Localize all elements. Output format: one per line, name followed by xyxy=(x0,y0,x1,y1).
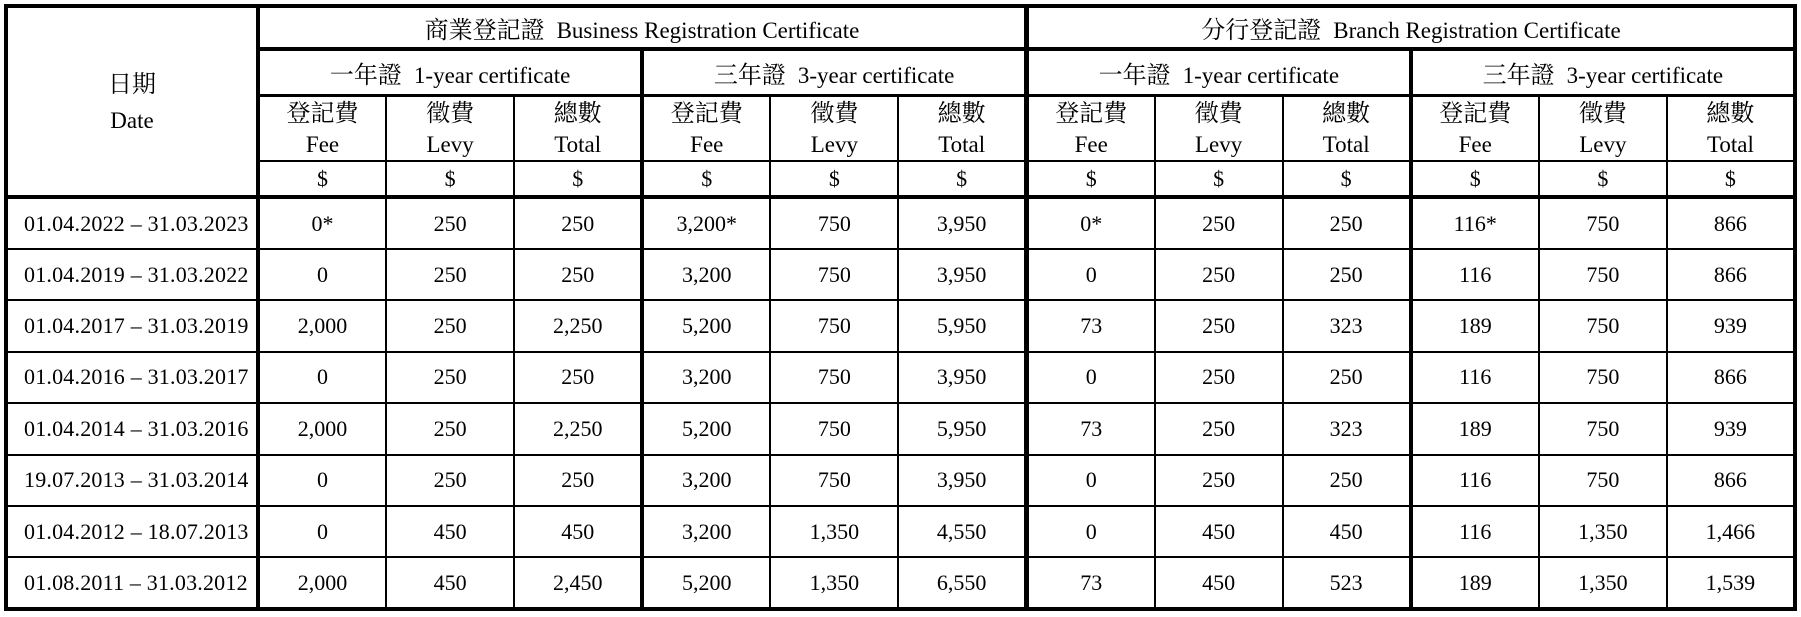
value-cell: 450 xyxy=(514,506,642,557)
currency-cell: $ xyxy=(1026,161,1154,197)
value-cell: 750 xyxy=(770,249,898,300)
section-header-branch xyxy=(1026,6,1795,49)
value-cell: 866 xyxy=(1667,197,1795,248)
table-row xyxy=(6,557,1795,609)
value-cell: 3,200 xyxy=(642,249,770,300)
value-cell: 3,950 xyxy=(898,249,1026,300)
col-header-total: 總數 Total xyxy=(898,96,1026,162)
value-cell: 250 xyxy=(1283,352,1411,403)
value-cell: 6,550 xyxy=(898,557,1026,609)
value-cell: 0 xyxy=(1026,249,1154,300)
value-cell: 750 xyxy=(770,352,898,403)
value-cell: 189 xyxy=(1411,300,1539,351)
value-cell: 73 xyxy=(1026,300,1154,351)
date-range-cell: 01.04.2019 – 31.03.2022 xyxy=(6,249,258,300)
value-cell: 73 xyxy=(1026,403,1154,454)
value-cell: 450 xyxy=(1155,506,1283,557)
value-cell: 1,466 xyxy=(1667,506,1795,557)
value-cell: 0 xyxy=(258,455,386,506)
section-branch-en: Branch Registration Certificate xyxy=(1333,18,1621,44)
value-cell: 1,350 xyxy=(1539,557,1667,609)
currency-cell: $ xyxy=(258,161,386,197)
value-cell: 2,450 xyxy=(514,557,642,609)
currency-cell: $ xyxy=(770,161,898,197)
date-column-header xyxy=(6,6,258,197)
header-section-row xyxy=(6,6,1795,49)
value-cell: 3,950 xyxy=(898,352,1026,403)
currency-cell: $ xyxy=(1283,161,1411,197)
value-cell: 450 xyxy=(386,506,514,557)
value-cell: 250 xyxy=(386,197,514,248)
year-group-business-1yr: 一年證 1-year certificate xyxy=(258,49,642,95)
col-header-levy: 徵費 Levy xyxy=(770,96,898,162)
currency-cell: $ xyxy=(642,161,770,197)
value-cell: 0 xyxy=(1026,455,1154,506)
value-cell: 250 xyxy=(1155,197,1283,248)
value-cell: 250 xyxy=(514,197,642,248)
value-cell: 0 xyxy=(1026,506,1154,557)
value-cell: 250 xyxy=(1155,455,1283,506)
col-header-levy: 徵費 Levy xyxy=(1155,96,1283,162)
value-cell: 250 xyxy=(1155,300,1283,351)
value-cell: 5,950 xyxy=(898,403,1026,454)
value-cell: 323 xyxy=(1283,300,1411,351)
value-cell: 116 xyxy=(1411,455,1539,506)
value-cell: 750 xyxy=(770,455,898,506)
value-cell: 750 xyxy=(770,197,898,248)
value-cell: 3,200 xyxy=(642,455,770,506)
value-cell: 189 xyxy=(1411,557,1539,609)
value-cell: 5,200 xyxy=(642,403,770,454)
date-range-cell: 01.04.2022 – 31.03.2023 xyxy=(6,197,258,248)
value-cell: 250 xyxy=(1155,403,1283,454)
value-cell: 750 xyxy=(1539,197,1667,248)
currency-cell: $ xyxy=(1667,161,1795,197)
table-row xyxy=(6,197,1795,248)
table-row xyxy=(6,403,1795,454)
currency-cell: $ xyxy=(514,161,642,197)
value-cell: 323 xyxy=(1283,403,1411,454)
value-cell: 450 xyxy=(1283,506,1411,557)
value-cell: 1,350 xyxy=(770,506,898,557)
value-cell: 4,550 xyxy=(898,506,1026,557)
value-cell: 250 xyxy=(386,403,514,454)
value-cell: 2,000 xyxy=(258,557,386,609)
value-cell: 250 xyxy=(386,300,514,351)
section-branch-zh: 分行登記證 xyxy=(1201,18,1322,45)
date-header-zh: 日期 xyxy=(108,71,156,98)
value-cell: 3,200 xyxy=(642,506,770,557)
section-business-zh: 商業登記證 xyxy=(424,18,545,45)
header-currency-row xyxy=(6,161,1795,197)
value-cell: 450 xyxy=(386,557,514,609)
date-range-cell: 01.04.2012 – 18.07.2013 xyxy=(6,506,258,557)
currency-cell: $ xyxy=(1155,161,1283,197)
value-cell: 3,200* xyxy=(642,197,770,248)
value-cell: 750 xyxy=(1539,352,1667,403)
table-row xyxy=(6,300,1795,351)
value-cell: 5,200 xyxy=(642,300,770,351)
fees-table xyxy=(4,4,1797,611)
year-group-branch-3yr: 三年證 3-year certificate xyxy=(1411,49,1795,95)
value-cell: 0 xyxy=(258,249,386,300)
value-cell: 189 xyxy=(1411,403,1539,454)
value-cell: 116 xyxy=(1411,352,1539,403)
value-cell: 2,250 xyxy=(514,300,642,351)
table-row xyxy=(6,455,1795,506)
value-cell: 250 xyxy=(1283,197,1411,248)
value-cell: 866 xyxy=(1667,249,1795,300)
value-cell: 0 xyxy=(1026,352,1154,403)
table-row xyxy=(6,352,1795,403)
currency-cell: $ xyxy=(1539,161,1667,197)
header-year-row xyxy=(6,49,1795,95)
value-cell: 750 xyxy=(1539,455,1667,506)
value-cell: 250 xyxy=(514,455,642,506)
value-cell: 750 xyxy=(1539,249,1667,300)
currency-cell: $ xyxy=(386,161,514,197)
value-cell: 3,950 xyxy=(898,197,1026,248)
value-cell: 250 xyxy=(386,249,514,300)
value-cell: 2,250 xyxy=(514,403,642,454)
currency-cell: $ xyxy=(898,161,1026,197)
value-cell: 1,350 xyxy=(770,557,898,609)
table-row xyxy=(6,249,1795,300)
value-cell: 250 xyxy=(1155,249,1283,300)
value-cell: 250 xyxy=(514,249,642,300)
value-cell: 250 xyxy=(514,352,642,403)
value-cell: 250 xyxy=(1283,455,1411,506)
value-cell: 5,200 xyxy=(642,557,770,609)
section-business-en: Business Registration Certificate xyxy=(556,18,860,44)
col-header-levy: 徵費 Levy xyxy=(386,96,514,162)
value-cell: 3,950 xyxy=(898,455,1026,506)
table-row xyxy=(6,506,1795,557)
col-header-total: 總數 Total xyxy=(514,96,642,162)
value-cell: 0* xyxy=(1026,197,1154,248)
value-cell: 0 xyxy=(258,506,386,557)
value-cell: 2,000 xyxy=(258,403,386,454)
value-cell: 1,350 xyxy=(1539,506,1667,557)
col-header-fee: 登記費 Fee xyxy=(258,96,386,162)
value-cell: 866 xyxy=(1667,352,1795,403)
value-cell: 450 xyxy=(1155,557,1283,609)
section-header-business xyxy=(258,6,1026,49)
col-header-levy: 徵費 Levy xyxy=(1539,96,1667,162)
col-header-fee: 登記費 Fee xyxy=(1411,96,1539,162)
value-cell: 116* xyxy=(1411,197,1539,248)
value-cell: 116 xyxy=(1411,249,1539,300)
value-cell: 750 xyxy=(770,300,898,351)
value-cell: 116 xyxy=(1411,506,1539,557)
col-header-fee: 登記費 Fee xyxy=(642,96,770,162)
col-header-total: 總數 Total xyxy=(1283,96,1411,162)
date-range-cell: 01.08.2011 – 31.03.2012 xyxy=(6,557,258,609)
value-cell: 2,000 xyxy=(258,300,386,351)
value-cell: 750 xyxy=(1539,403,1667,454)
value-cell: 5,950 xyxy=(898,300,1026,351)
value-cell: 866 xyxy=(1667,455,1795,506)
value-cell: 939 xyxy=(1667,403,1795,454)
date-range-cell: 01.04.2017 – 31.03.2019 xyxy=(6,300,258,351)
value-cell: 250 xyxy=(1155,352,1283,403)
year-group-business-3yr: 三年證 3-year certificate xyxy=(642,49,1026,95)
value-cell: 750 xyxy=(1539,300,1667,351)
value-cell: 3,200 xyxy=(642,352,770,403)
value-cell: 250 xyxy=(386,455,514,506)
header-cols-row xyxy=(6,96,1795,162)
value-cell: 939 xyxy=(1667,300,1795,351)
date-range-cell: 01.04.2014 – 31.03.2016 xyxy=(6,403,258,454)
value-cell: 1,539 xyxy=(1667,557,1795,609)
col-header-fee: 登記費 Fee xyxy=(1026,96,1154,162)
value-cell: 0 xyxy=(258,352,386,403)
year-group-branch-1yr: 一年證 1-year certificate xyxy=(1026,49,1410,95)
value-cell: 523 xyxy=(1283,557,1411,609)
value-cell: 250 xyxy=(386,352,514,403)
value-cell: 73 xyxy=(1026,557,1154,609)
date-range-cell: 01.04.2016 – 31.03.2017 xyxy=(6,352,258,403)
currency-cell: $ xyxy=(1411,161,1539,197)
value-cell: 250 xyxy=(1283,249,1411,300)
col-header-total: 總數 Total xyxy=(1667,96,1795,162)
date-header-en: Date xyxy=(110,107,154,133)
date-range-cell: 19.07.2013 – 31.03.2014 xyxy=(6,455,258,506)
value-cell: 750 xyxy=(770,403,898,454)
value-cell: 0* xyxy=(258,197,386,248)
